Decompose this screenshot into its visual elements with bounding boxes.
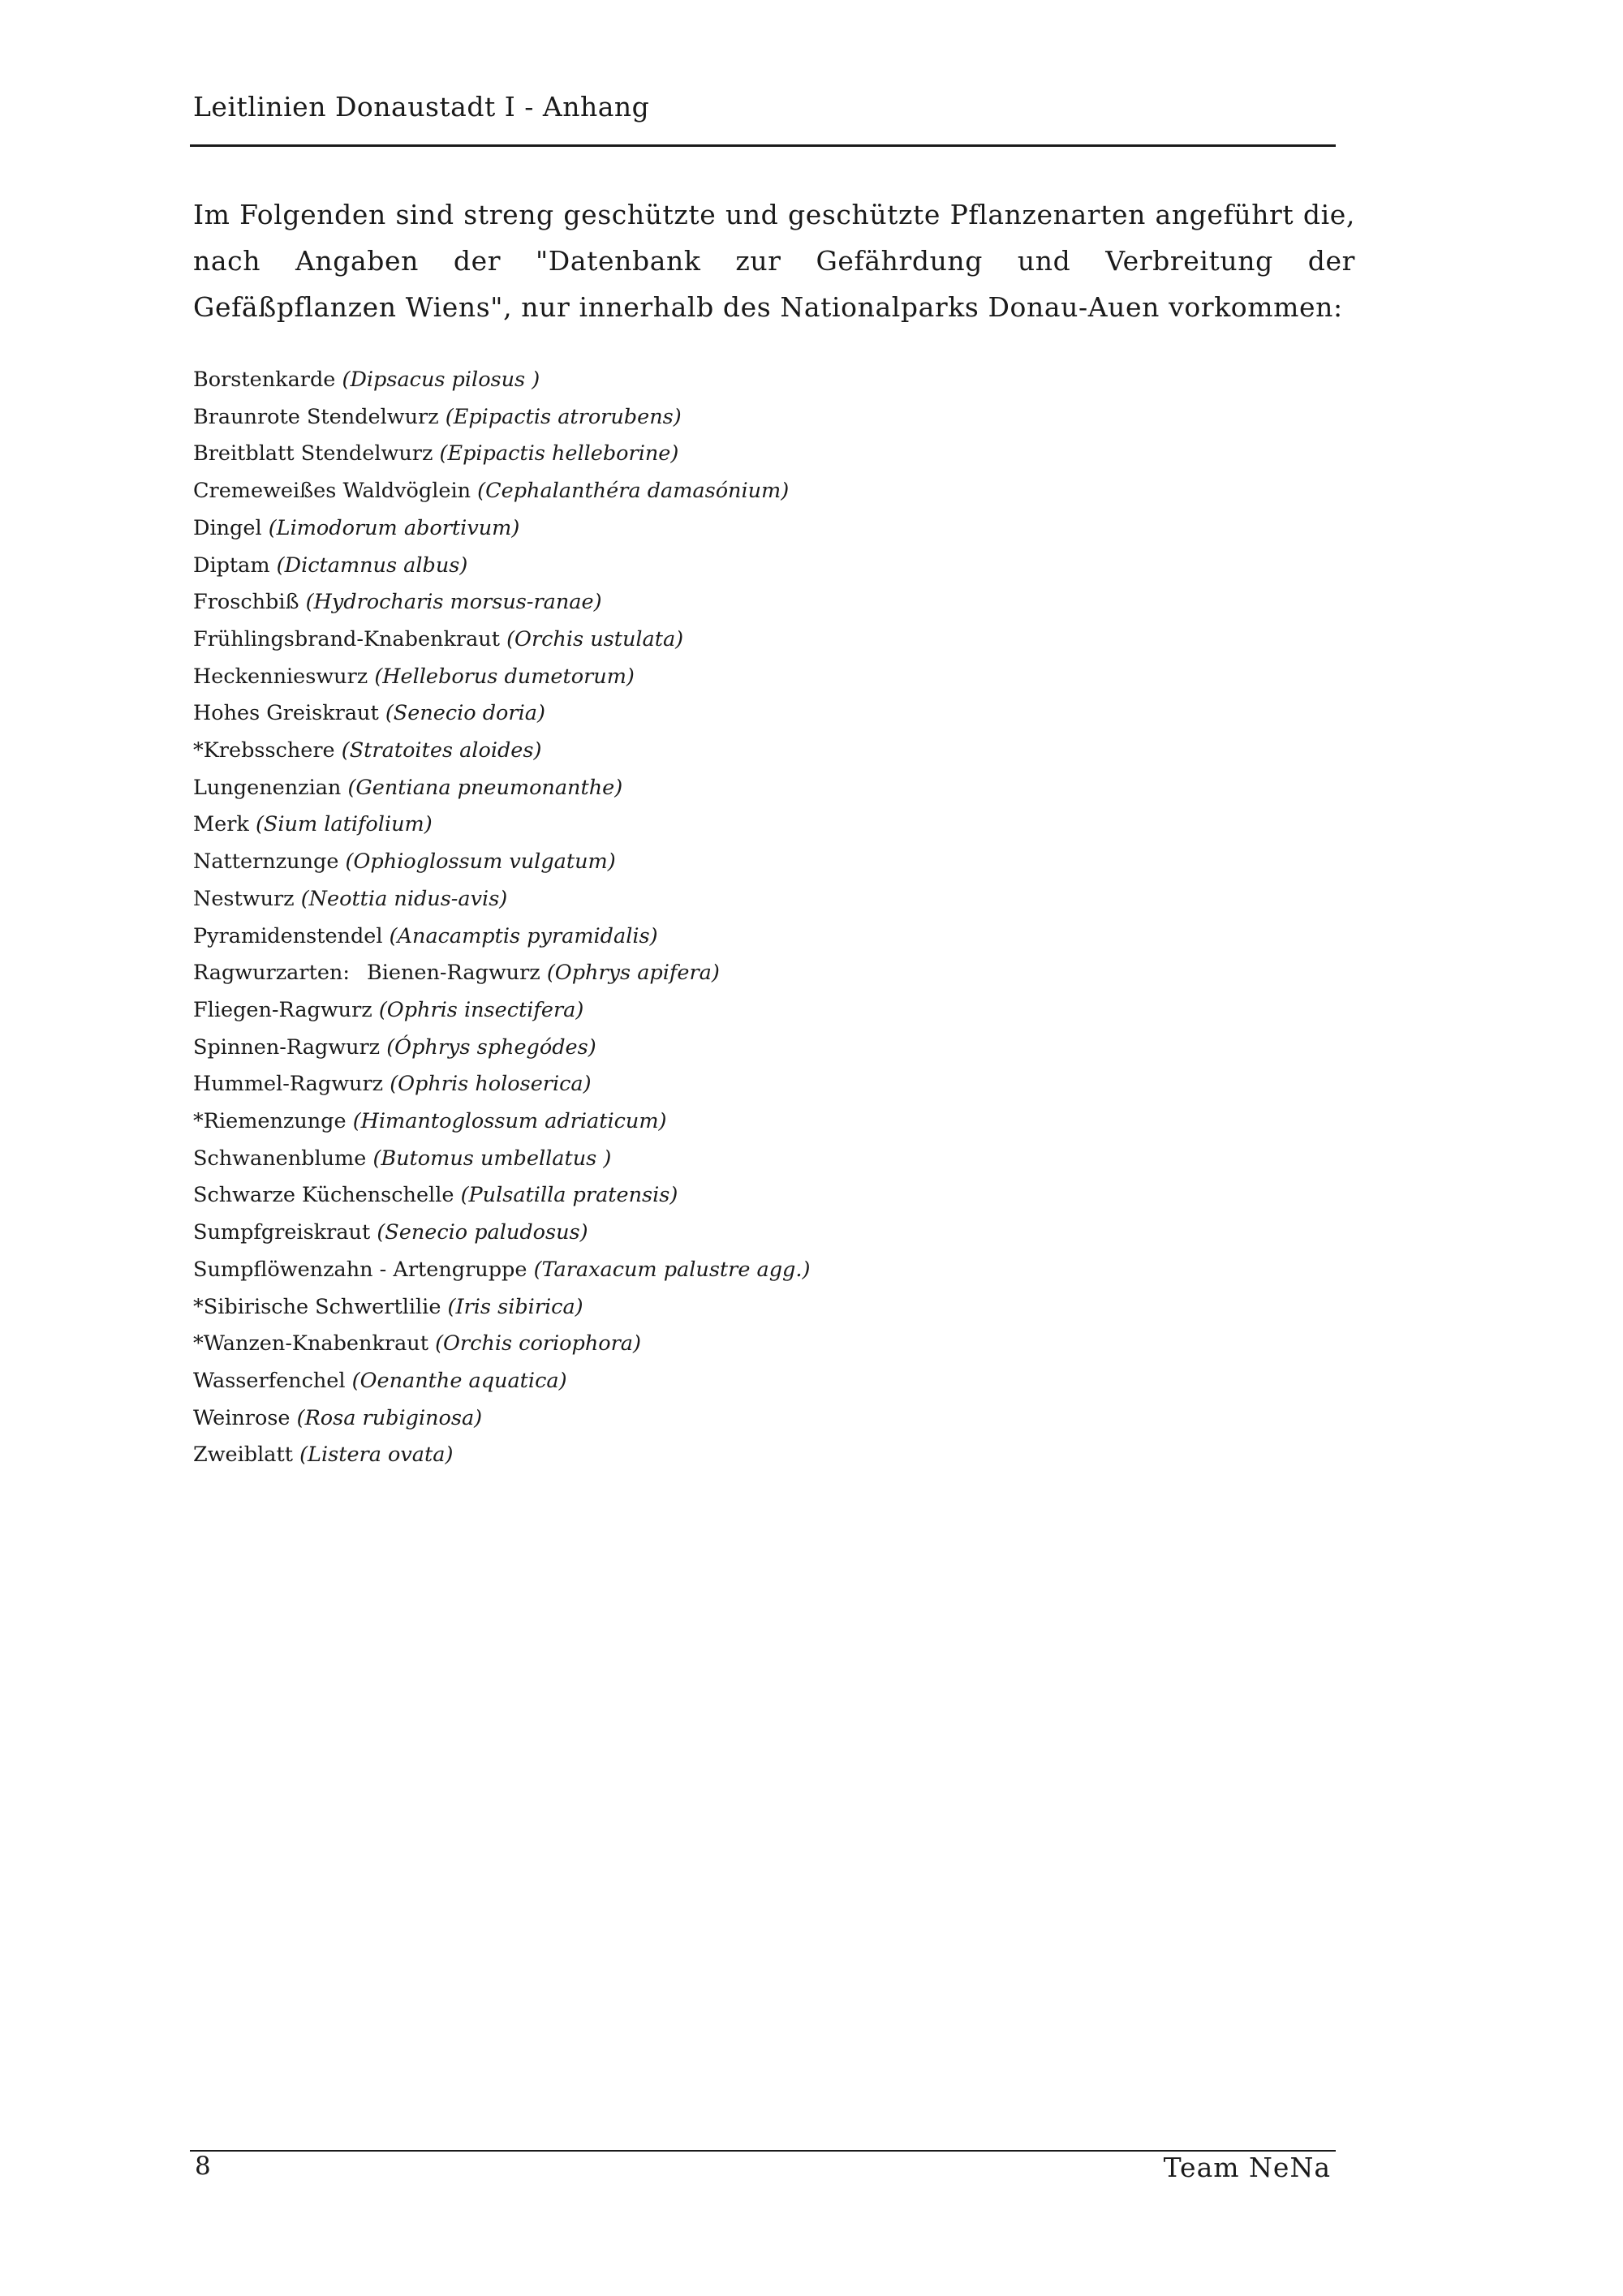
species-latin-name: (Dictamnus albus) bbox=[276, 553, 468, 578]
species-latin-name: (Senecio paludosus) bbox=[377, 1220, 588, 1245]
species-common-name: Froschbiß bbox=[193, 590, 299, 615]
species-common-name: Braunrote Stendelwurz bbox=[193, 404, 439, 429]
species-common-name: Sumpfgreiskraut bbox=[193, 1220, 371, 1245]
list-item bbox=[193, 436, 1329, 473]
ragwurz-group-row bbox=[193, 955, 1329, 992]
species-latin-name: (Neottia nidus-avis) bbox=[300, 886, 508, 911]
species-common-name: Nestwurz bbox=[193, 886, 295, 911]
species-common-name: *Riemenzunge bbox=[193, 1109, 347, 1134]
list-item bbox=[193, 362, 1329, 399]
list-item bbox=[193, 1215, 1329, 1252]
list-item bbox=[193, 621, 1329, 659]
species-latin-name: (Taraxacum palustre agg.) bbox=[533, 1257, 811, 1282]
species-common-name: Bienen-Ragwurz bbox=[367, 961, 540, 986]
species-common-name: *Sibirische Schwertlilie bbox=[193, 1294, 441, 1319]
list-item bbox=[193, 844, 1329, 881]
species-list bbox=[193, 362, 1329, 1474]
list-item bbox=[193, 695, 1329, 733]
list-item bbox=[193, 1252, 1329, 1289]
list-item bbox=[193, 1103, 1329, 1141]
species-latin-name: (Ophris holoserica) bbox=[390, 1072, 592, 1097]
species-latin-name: (Butomus umbellatus ) bbox=[372, 1146, 612, 1171]
species-latin-name: (Limodorum abortivum) bbox=[268, 515, 520, 540]
species-common-name: Frühlingsbrand-Knabenkraut bbox=[193, 626, 500, 651]
header-divider bbox=[190, 144, 1336, 147]
list-item bbox=[193, 510, 1329, 548]
species-common-name: *Krebsschere bbox=[193, 738, 335, 763]
species-latin-name: (Epipactis atrorubens) bbox=[445, 404, 682, 429]
species-latin-name: (Ophrys apifera) bbox=[546, 961, 720, 986]
species-latin-name: (Hydrocharis morsus-ranae) bbox=[305, 590, 602, 615]
species-common-name: Sumpflöwenzahn - Artengruppe bbox=[193, 1257, 527, 1282]
species-common-name: Spinnen-Ragwurz bbox=[193, 1034, 381, 1060]
species-common-name: Merk bbox=[193, 812, 249, 837]
list-item bbox=[193, 1289, 1329, 1326]
list-item bbox=[193, 584, 1329, 621]
species-latin-name: (Listera ovata) bbox=[299, 1443, 454, 1468]
species-latin-name: (Rosa rubiginosa) bbox=[296, 1405, 483, 1430]
list-item bbox=[193, 881, 1329, 918]
list-item bbox=[193, 806, 1329, 844]
list-item bbox=[193, 1363, 1329, 1400]
species-latin-name: (Ophioglossum vulgatum) bbox=[345, 849, 616, 875]
species-latin-name: (Cephalanthéra damasónium) bbox=[477, 479, 790, 504]
list-item bbox=[193, 548, 1329, 585]
species-latin-name: (Iris sibirica) bbox=[447, 1294, 583, 1319]
species-common-name: Wasserfenchel bbox=[193, 1368, 346, 1393]
species-common-name: Heckennieswurz bbox=[193, 664, 368, 689]
species-latin-name: (Stratoites aloides) bbox=[341, 738, 542, 763]
species-latin-name: (Pulsatilla pratensis) bbox=[460, 1183, 678, 1208]
species-common-name: Lungenenzian bbox=[193, 775, 342, 800]
list-item bbox=[193, 473, 1329, 510]
species-common-name: Hummel-Ragwurz bbox=[193, 1072, 384, 1097]
species-common-name: Weinrose bbox=[193, 1405, 291, 1430]
intro-paragraph: Im Folgenden sind streng geschützte und geschützte Pflanzenarten angeführt die, nach Angaben der "Datenbank zur Gefährdung und Verbreitung der Gefäßpflanzen Wiens", nur innerhalb des Nationalparks Donau-Auen vorkommen: bbox=[193, 199, 1355, 323]
list-item bbox=[193, 399, 1329, 436]
species-latin-name: (Senecio doria) bbox=[385, 701, 545, 726]
species-common-name: Schwarze Küchenschelle bbox=[193, 1183, 454, 1208]
list-item bbox=[193, 918, 1329, 956]
species-common-name: Natternzunge bbox=[193, 849, 339, 875]
list-item bbox=[193, 1177, 1329, 1215]
ragwurz-group-label: Ragwurzarten: bbox=[193, 961, 350, 986]
species-common-name: Pyramidenstendel bbox=[193, 923, 383, 948]
list-item bbox=[193, 992, 1329, 1030]
species-common-name: Borstenkarde bbox=[193, 368, 336, 392]
species-latin-name: (Helleborus dumetorum) bbox=[374, 664, 635, 689]
list-item bbox=[193, 1030, 1329, 1067]
species-latin-name: (Anacamptis pyramidalis) bbox=[389, 923, 658, 948]
species-common-name: Zweiblatt bbox=[193, 1443, 293, 1468]
list-item bbox=[193, 1066, 1329, 1103]
page-header-title: Leitlinien Donaustadt I - Anhang bbox=[193, 91, 650, 123]
list-item bbox=[193, 770, 1329, 807]
footer-team-name: Team NeNa bbox=[1163, 2152, 1331, 2183]
species-latin-name: (Orchis ustulata) bbox=[506, 626, 684, 651]
species-latin-name: (Epipactis helleborine) bbox=[439, 441, 679, 467]
species-common-name: Fliegen-Ragwurz bbox=[193, 997, 372, 1022]
species-common-name: Dingel bbox=[193, 515, 262, 540]
species-latin-name: (Sium latifolium) bbox=[255, 812, 433, 837]
species-latin-name: (Ophris insectifera) bbox=[378, 997, 584, 1022]
species-common-name: Cremeweißes Waldvöglein bbox=[193, 479, 471, 504]
list-item bbox=[193, 1326, 1329, 1363]
species-latin-name: (Orchis coriophora) bbox=[435, 1331, 641, 1357]
list-item bbox=[193, 1141, 1329, 1178]
species-common-name: *Wanzen-Knabenkraut bbox=[193, 1331, 428, 1357]
page-number: 8 bbox=[195, 2152, 211, 2181]
species-common-name: Schwanenblume bbox=[193, 1146, 367, 1171]
species-latin-name: (Himantoglossum adriaticum) bbox=[352, 1109, 667, 1134]
list-item bbox=[193, 733, 1329, 770]
species-latin-name: (Gentiana pneumonanthe) bbox=[347, 775, 623, 800]
list-item bbox=[193, 1400, 1329, 1438]
list-item bbox=[193, 659, 1329, 696]
species-latin-name: (Oenanthe aquatica) bbox=[351, 1368, 567, 1393]
species-latin-name: (Dipsacus pilosus ) bbox=[342, 368, 540, 392]
species-common-name: Breitblatt Stendelwurz bbox=[193, 441, 433, 467]
species-latin-name: (Óphrys sphegódes) bbox=[386, 1034, 596, 1060]
species-common-name: Diptam bbox=[193, 553, 270, 578]
species-common-name: Hohes Greiskraut bbox=[193, 701, 379, 726]
list-item bbox=[193, 1437, 1329, 1474]
